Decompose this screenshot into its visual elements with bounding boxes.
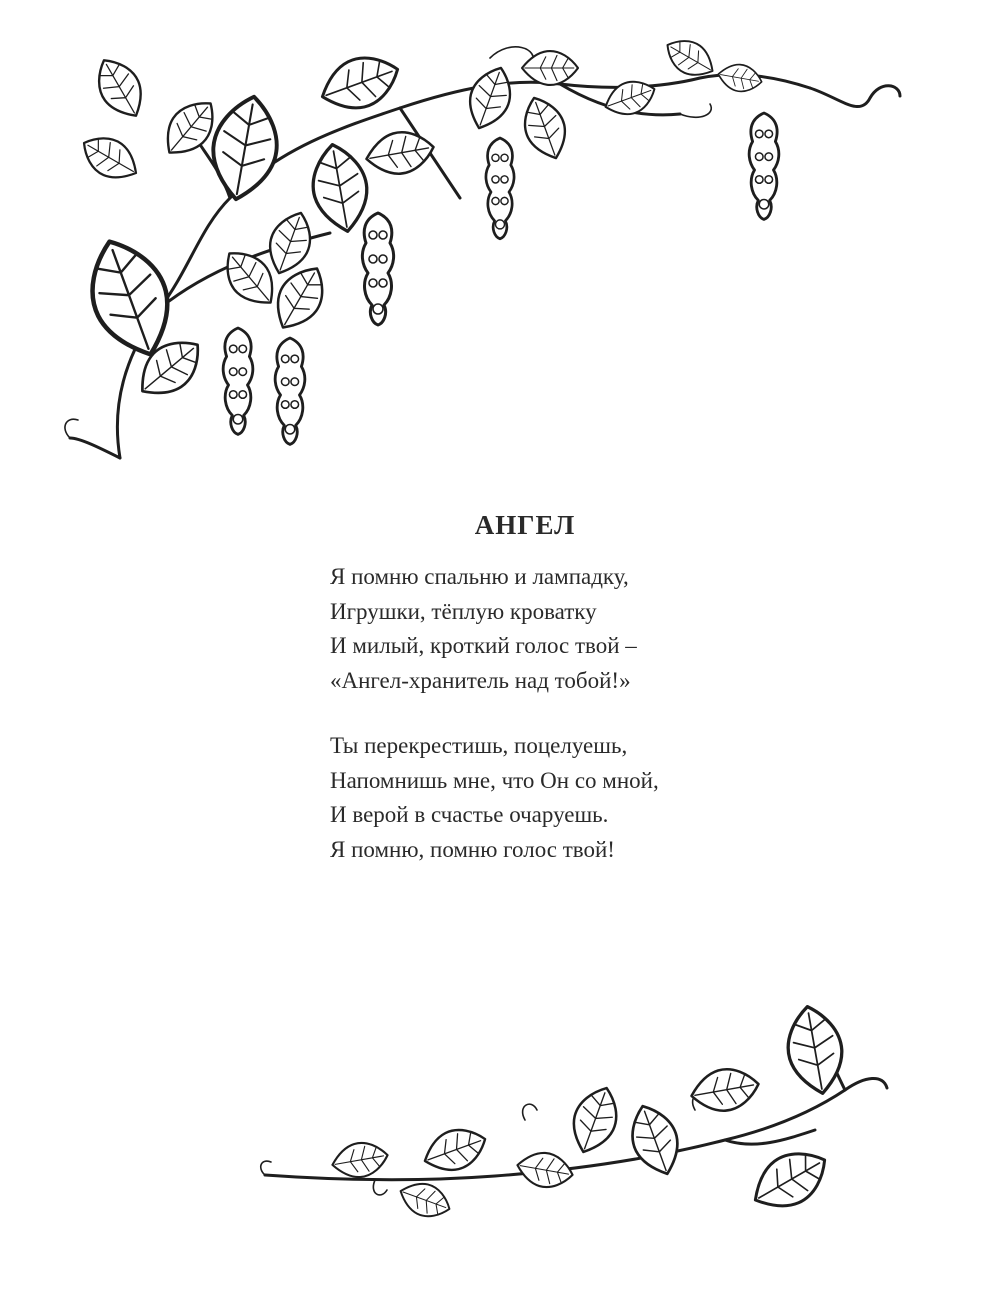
poem-line: Игрушки, тёплую кроватку — [330, 598, 597, 624]
poem-stanza-1 — [330, 560, 659, 698]
floral-ornament-top-icon — [40, 18, 920, 478]
poem-line: Ты перекрестишь, поцелуешь, — [330, 733, 628, 758]
poem-line: «Ангел-хранитель над тобой!» — [330, 667, 631, 693]
poem-body — [330, 560, 659, 898]
poem-stanza-2 — [330, 729, 659, 867]
poem-line: И милый, кроткий голос твой – — [330, 633, 637, 658]
poem-line: Я помню, помню голос твой! — [330, 836, 615, 862]
poem-line: Напомнишь мне, что Он со мной, — [330, 767, 659, 793]
poem-line: Я помню спальню и лампадку, — [330, 564, 629, 589]
poem-line: И верой в счастье очаруешь. — [330, 802, 609, 827]
floral-ornament-bottom-icon — [255, 990, 905, 1230]
poem-title: АНГЕЛ — [474, 510, 576, 541]
